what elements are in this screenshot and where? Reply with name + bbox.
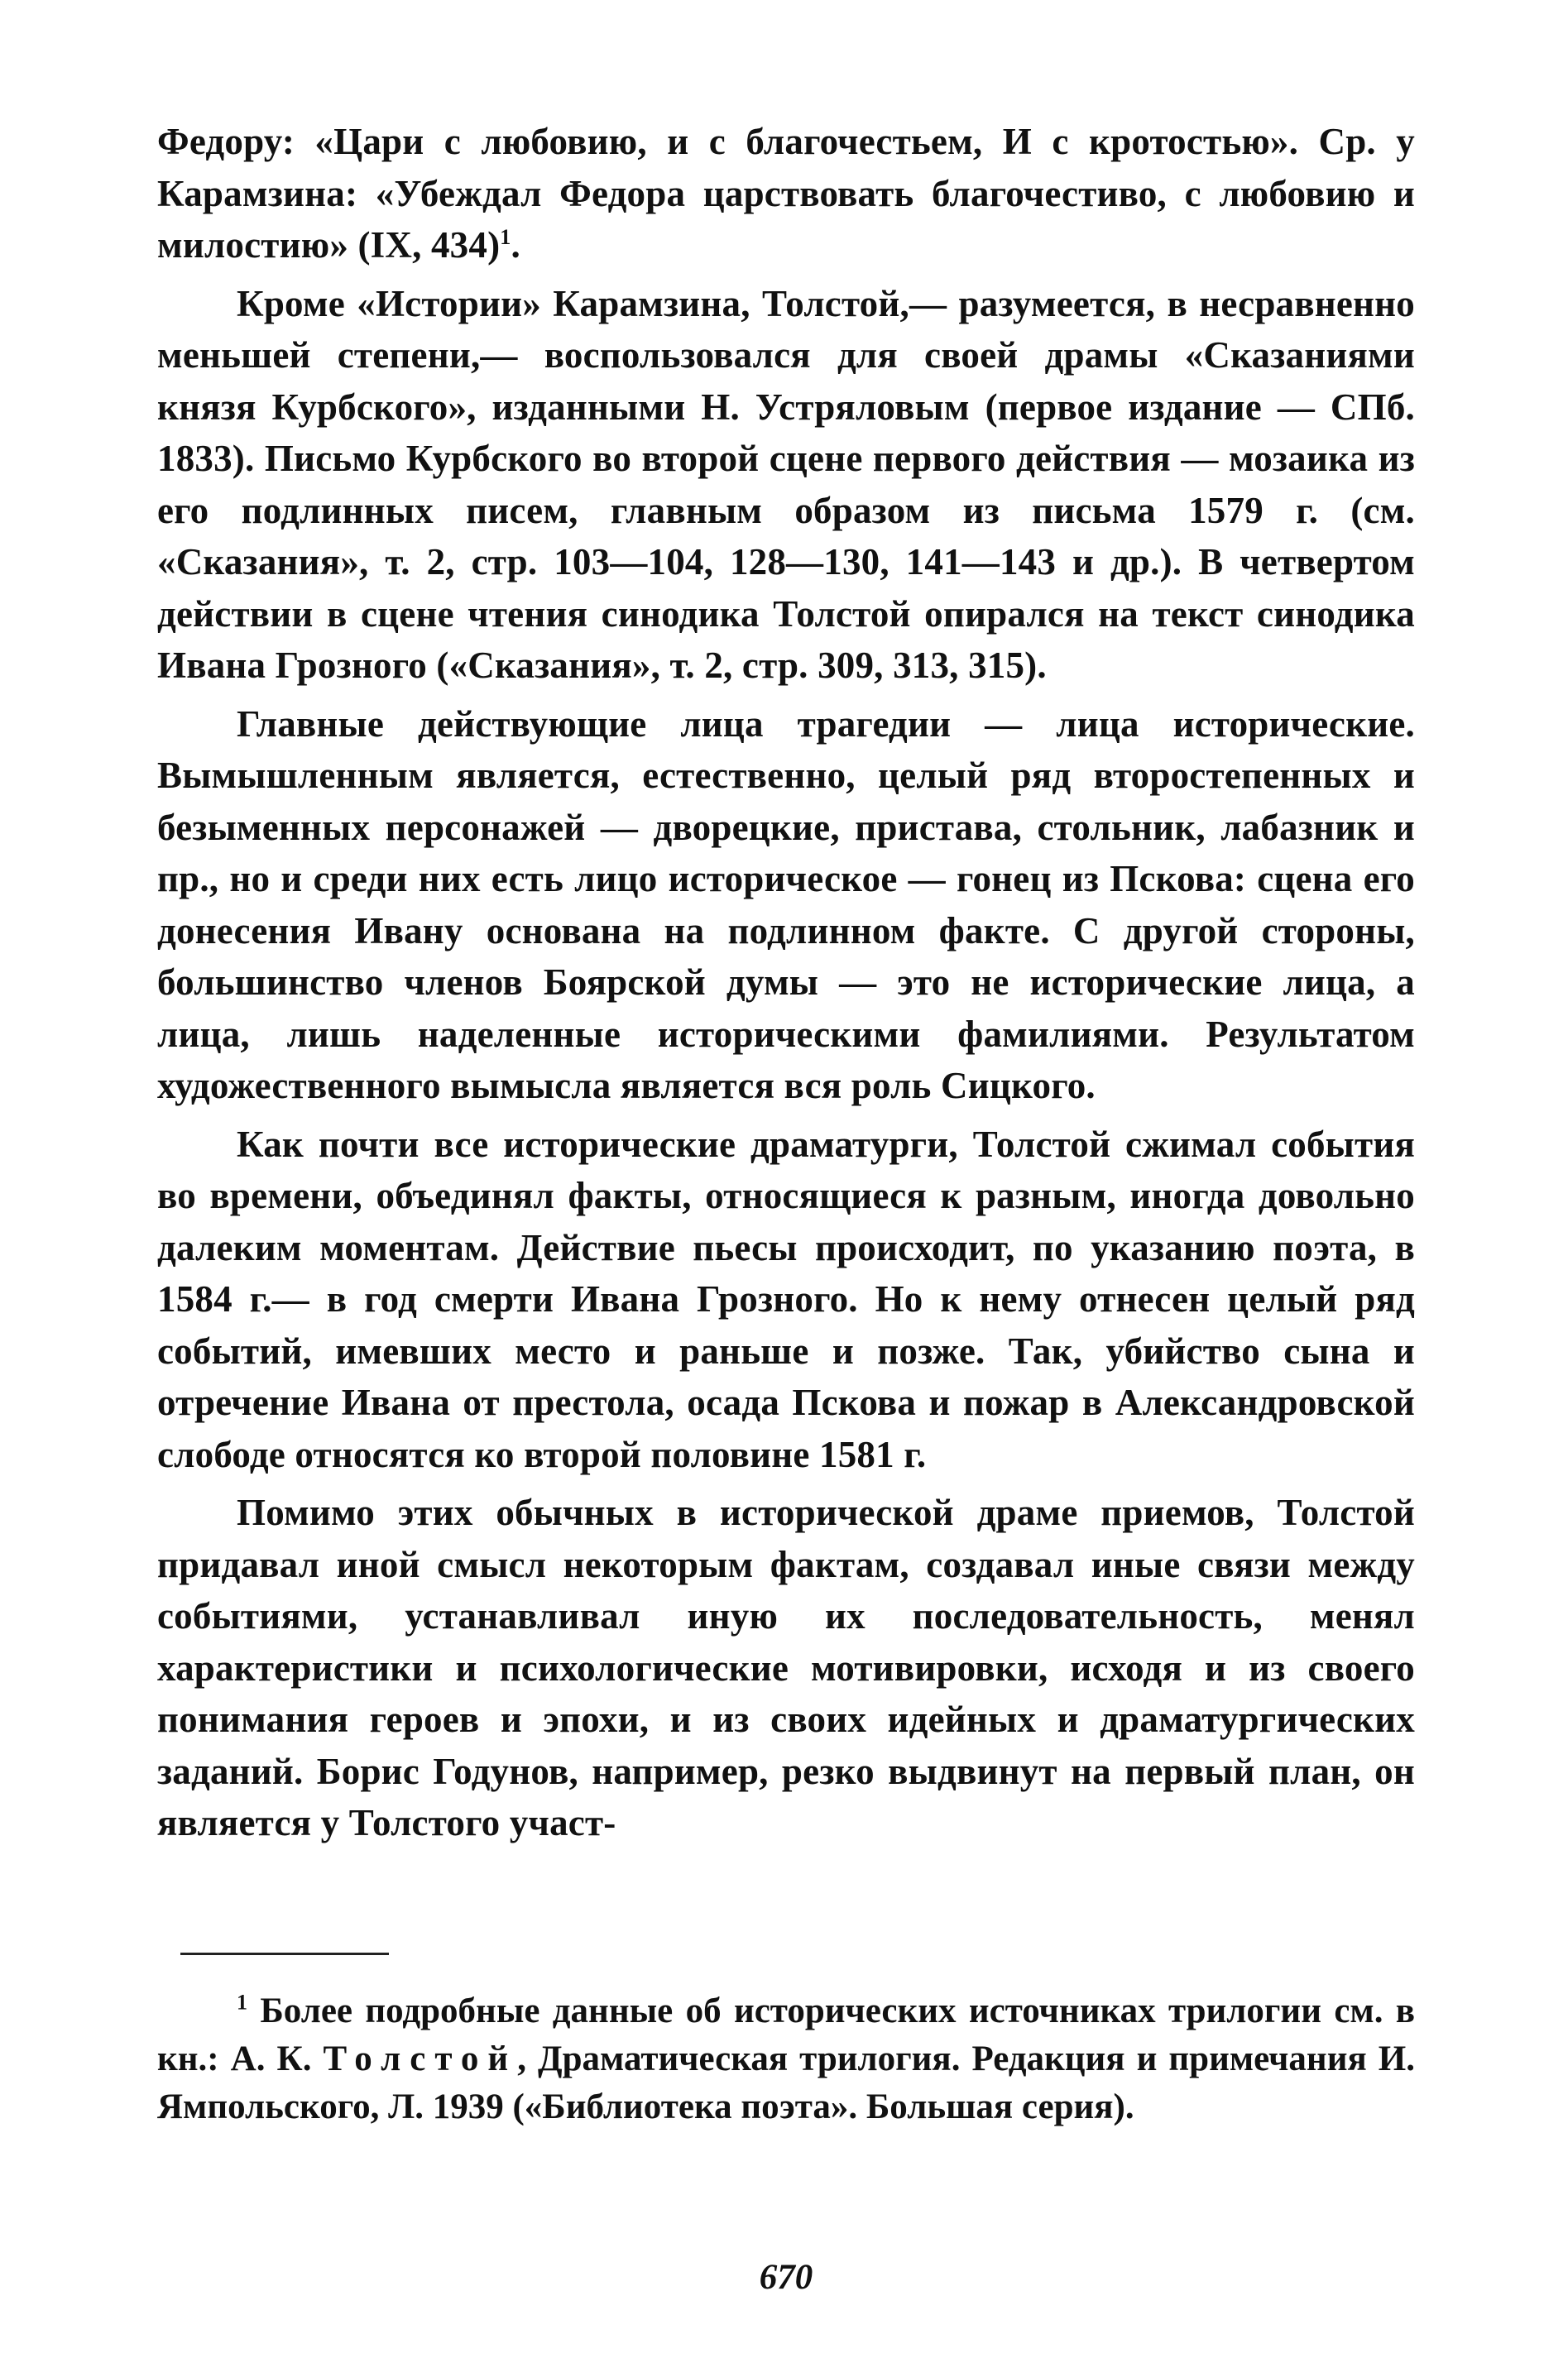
book-page bbox=[157, 116, 1415, 2317]
paragraph-2: Кроме «Истории» Карамзина, Толстой,— разумеется, в несравненно меньшей степени,— воспользовался для своей драмы «Сказаниями князя Курбского», изданными Н. Устряловым (первое издание — СПб. 1833). Письмо Курбского во второй сцене первого действия — мозаика из его подлинных писем, главным образом из письма 1579 г. (см. «Сказания», т. 2, стр. 103—104, 128—130, 141—143 и др.). В четвертом действии в сцене чтения синодика Толстой опирался на текст синодика Ивана Грозного («Сказания», т. 2, стр. 309, 313, 315). bbox=[157, 282, 1415, 686]
paragraph-1-tail: . bbox=[511, 224, 520, 266]
paragraph-1 bbox=[157, 116, 1415, 271]
page-number: 670 bbox=[759, 2258, 813, 2297]
footnote-author-spaced: Толстой bbox=[323, 2039, 518, 2078]
footnote-divider bbox=[180, 1953, 389, 1955]
footnote-text-after: , Драматическая трилогия. Редакция и примечания И. Ямпольского, Л. 1939 («Библиотека поэта». Большая серия). bbox=[157, 2039, 1415, 2126]
paragraph-3: Главные действующие лица трагедии — лица исторические. Вымышленным является, естественно, целый ряд второстепенных и безыменных персонажей — дворецкие, пристава, стольник, лабазник и пр., но и среди них есть лицо историческое — гонец из Пскова: сцена его донесения Ивану основана на подлинном факте. С другой стороны, большинство членов Боярской думы — это не исторические лица, а лица, лишь наделенные историческими фамилиями. Результатом художественного вымысла является вся роль Сицкого. bbox=[157, 702, 1415, 1106]
main-text bbox=[157, 116, 1415, 1849]
footnote-marker: 1 bbox=[237, 1990, 247, 2015]
paragraph-1-text: Федору: «Цари с любовию, и с благочестьем, И с кротостью». Ср. у Карамзина: «Убеждал Федора царствовать благочестиво, с любовию и милостию» (IX, 434) bbox=[157, 121, 1415, 266]
footnote-reference: 1 bbox=[500, 225, 511, 249]
paragraph-5: Помимо этих обычных в исторической драме приемов, Толстой придавал иной смысл некоторым фактам, создавал иные связи между событиями, устанавливал иную их последовательность, менял характеристики и психологические мотивировки, исходя и из своего понимания героев и эпохи, и из своих идейных и драматургических заданий. Борис Годунов, например, резко выдвинут на первый план, он является у Толстого участ- bbox=[157, 1492, 1415, 1843]
paragraph-4: Как почти все исторические драматурги, Толстой сжимал события во времени, объединял факты, относящиеся к разным, иногда довольно далеким моментам. Действие пьесы происходит, по указанию поэта, в 1584 г.— в год смерти Ивана Грозного. Но к нему отнесен целый ряд событий, имевших место и раньше и позже. Так, убийство сына и отречение Ивана от престола, осада Пскова и пожар в Александровской слободе относятся ко второй половине 1581 г. bbox=[157, 1123, 1415, 1475]
footnote-text-before: Более подробные данные об исторических источниках трилогии см. в кн.: А. К. bbox=[157, 1992, 1415, 2078]
footnote bbox=[157, 1987, 1415, 2131]
